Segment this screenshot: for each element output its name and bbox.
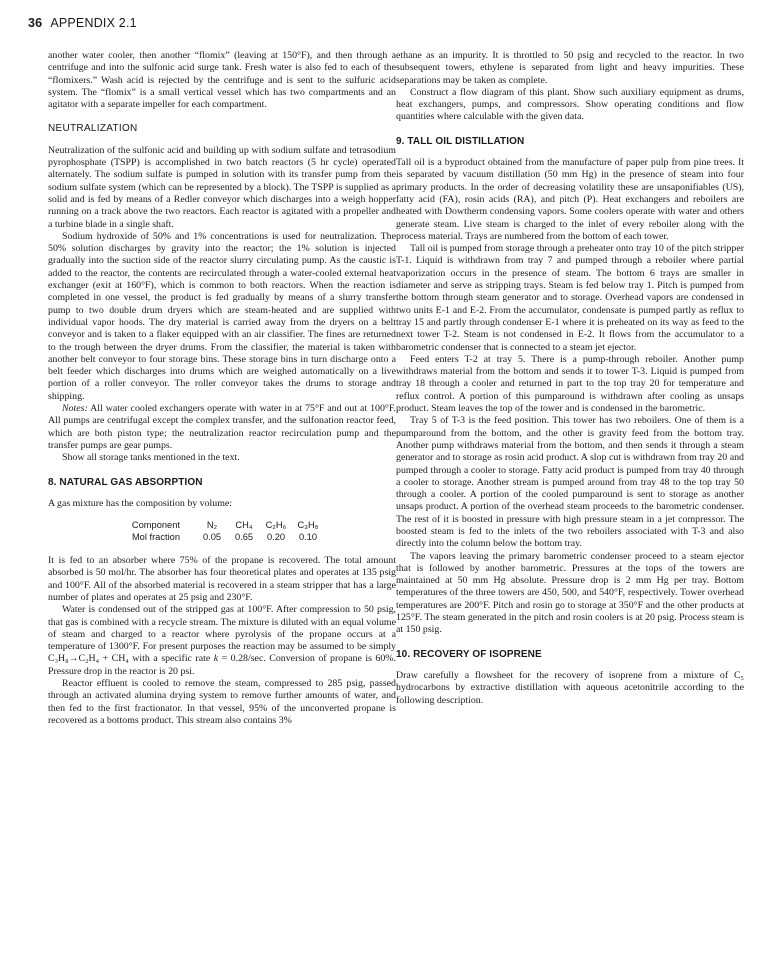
- composition-table: [48, 520, 396, 543]
- table-cell: 0.20: [266, 531, 286, 542]
- left-column: [48, 50, 396, 727]
- section-heading-neutralization: NEUTRALIZATION: [48, 123, 138, 135]
- table-row: [48, 532, 396, 544]
- paragraph-absorber-2: [48, 604, 396, 678]
- table-row: [48, 520, 396, 532]
- row-label: Component: [131, 520, 180, 531]
- table-cell: 0.10: [298, 531, 318, 542]
- row-label: Mol fraction: [131, 531, 180, 542]
- paragraph-absorber-3: Reactor effluent is cooled to remove the steam, compressed to 285 psig, passed through an activated alumina drying system to remove further amounts of water, and then fed to the first fractionator. In that vessel, 95% of the unconverted propane is recovered as a bottoms product. This stream also contains 3%: [48, 678, 396, 726]
- text-run: = 0.28/sec. Conversion of propane is 60%. Pressure drop in the reactor is 20 psi.: [48, 653, 396, 677]
- text-run: Water is condensed out of the stripped gas at 100°F. After compression to 50 psig, that gas is combined with a recycle stream. The mixture is diluted with an equal volume of steam and charged to a reactor where pyrolysis of the propane occurs at a temperature of 1300°F. For present purposes the reaction may be assumed to be simply C₃H₈→C₂H₄ + CH₄ with a specific rate: [48, 604, 396, 665]
- paragraph-tall-oil-4: Tray 5 of T-3 is the feed position. This tower has two reboilers. One of them is a pumparound from the bottom, and the other is gravity feed from the bottom tray. Another pump withdraws material from the bottom, and then sends it through a steam generator and to storage as rosin acid product. A slop cut is withdrawn from tray 20 and pumped through a cooler to storage. Fatty acid product is pumped from tray 40 through a cooler to storage. Another stream is pumped around from tray 48 to the top tray 50 through a cooler. A portion of the cooled pumparound is sent to storage as another unsaps product. A portion of the overhead steam proceeds to the barometric condenser. The rest of it is boosted in pressure with high pressure steam in a jet compressor. The boosted steam is fed to the inlets of the two reboilers associated with T-3 and also directly into the column below the bottom tray.: [396, 415, 744, 550]
- paragraph-tall-oil-3: Feed enters T-2 at tray 5. There is a pump-through reboiler. Another pump withdraws material from the bottom and sends it to tower T-3. Liquid is pumped from tray 18 through a cooler and returned in part to the top tray 20 for temperature and reflux control. A portion of this pumparound is withdrawn after cooling as unsaps product. Steam leaves the top of the tower and is condensed in the barometric.: [396, 353, 744, 415]
- paragraph-show-tanks: Show all storage tanks mentioned in the text.: [62, 452, 240, 464]
- paragraph-isoprene: Draw carefully a flowsheet for the recovery of isoprene from a mixture of C₅ hydrocarbons by extractive distillation with aqueous acetonitrile according to the following description.: [396, 669, 744, 706]
- paragraph-notes: [48, 403, 396, 452]
- page-number: 36: [28, 16, 43, 30]
- rate-symbol: k: [213, 653, 219, 665]
- right-column: [396, 50, 744, 707]
- table-cell: C₂H₆: [265, 520, 287, 531]
- section-heading-tall-oil: 9. TALL OIL DISTILLATION: [396, 135, 525, 147]
- paragraph-gas-mixture: A gas mixture has the composition by volume:: [48, 497, 233, 509]
- paragraph-absorber-1: It is fed to an absorber where 75% of the propane is recovered. The total amount absorbed is 50 mol/hr. The absorber has four theoretical plates and operates at 135 psig and 100°F. All of the absorbed material is recovered in a steam stripper that has a large number of plates and operates at 25 psig and 230°F.: [48, 555, 396, 603]
- paragraph-tall-oil-2: Tall oil is pumped from storage through a preheater onto tray 10 of the pitch stripper T-1. Liquid is withdrawn from tray 7 and pumped through a reboiler where partial vaporization occurs in the presence of steam. The bottom 6 trays are smaller in diameter and serve as stripping trays. Steam is fed below tray 1. Pitch is pumped from the bottom through steam generator and to storage. Overhead vapors are condensed in two units E-1 and E-2. From the accumulator, condensate is pumped partly as reflux to tray 15 and partly through condenser E-1 where it is preheated on its way as feed to the next tower T-2. Steam is not condensed in E-2. It flows from the accumulator to a barometric condenser that is connected to a steam jet ejector.: [396, 243, 744, 353]
- paragraph-intro: another water cooler, then another “flomix” (leaving at 150°F), and then through a centrifuge and into the sulfonic acid surge tank. Fresh water is also fed to each of the “flomixers.” Wash acid is rejected by the centrifuge and is sent to the sulfuric acid system. The “flomix” is a small vertical vessel which has two compartments and an agitator with a separate impeller for each compartment.: [48, 50, 396, 111]
- paragraph-neutralization-2: Sodium hydroxide of 50% and 1% concentrations is used for neutralization. The 50% solution discharges by gravity into the reactor; the 1% solution is injected gradually into the suction side of the reactor slurry circulating pump. As the caustic is added to the reactor, the contents are recirculated through a water-cooled external heat exchanger (exit at 160°F), which is common to both reactors. When the reaction is completed in one vessel, the product is fed gradually by means of a slurry transfer pump to two double drum dryers which are steam-heated and are supplied with individual vapor hoods. The dry material is carried away from the dryers on a belt conveyor and is taken to a flaker equipped with an air classifier. The fines are returned to the trough between the dryer drums. From the classifier, the material is taken with another belt conveyor to four storage bins. These storage bins in turn discharge onto a belt feeder which discharges into drums which are weighed automatically on a live portion of a roller conveyor. The roller conveyor takes the drums to storage and shipping.: [48, 230, 396, 402]
- page-header: [28, 16, 137, 30]
- section-heading-natural-gas: 8. NATURAL GAS ABSORPTION: [48, 476, 203, 488]
- table-cell: 0.65: [234, 531, 254, 542]
- paragraph-neutralization-1: Neutralization of the sulfonic acid and building up with sodium sulfate and tetrasodium pyrophosphate (TSPP) is accomplished in two batch reactors (5 hr cycle) operated alternately. The sodium sulfate is pumped in solution with its transfer pump from the sodium sulfate system (which can be represented by a block). The TSPP is supplied as a solid and is fed by means of a Redler conveyor which discharges into a weigh hopper running on a track above the two reactors. Each reactor is agitated with a propeller and a turbine blade in a single shaft.: [48, 144, 396, 230]
- table-cell: C₃H₈: [297, 520, 319, 531]
- paragraph-continued: ethane as an impurity. It is throttled to 50 psig and recycled to the reactor. In two subsequent towers, ethylene is separated from light and heavy impurities. These separations may be taken as complete.: [396, 50, 744, 86]
- section-heading-isoprene: 10. RECOVERY OF ISOPRENE: [396, 648, 542, 660]
- paragraph-construct: Construct a flow diagram of this plant. Show such auxiliary equipment as drums, heat exchangers, pumps, and compressors. Show operating conditions and flow quantities where calculable with the given data.: [396, 86, 744, 123]
- notes-text: All water cooled exchangers operate with water in at 75°F and out at 100°F. All pumps are centrifugal except the complex transfer, and the sulfonation reactor feed, which are both piston type; the neutralization reactor recirculation pump and the transfer pumps are gear pumps.: [48, 403, 396, 451]
- paragraph-tall-oil-5: The vapors leaving the primary barometric condenser proceed to a steam ejector that is followed by another barometric. Pressures at the tops of the towers are maintained at 50 mm Hg absolute. Pressure drop is 2 mm Hg per tray. Bottom temperatures of the three towers are 450, 500, and 540°F, respectively. Tower overhead temperatures are 200°F. Pitch and rosin go to storage at 350°F and the other products at 125°F. The steam generated in the pitch and rosin coolers is at 20 psig. Process steam is at 150 psig.: [396, 550, 744, 636]
- table-cell: 0.05: [202, 531, 222, 542]
- table-cell: CH₄: [235, 520, 253, 531]
- header-title: APPENDIX 2.1: [50, 16, 137, 30]
- table-cell: N₂: [206, 520, 218, 531]
- notes-label: Notes:: [62, 403, 88, 415]
- paragraph-tall-oil-1: Tall oil is a byproduct obtained from the manufacture of paper pulp from pine trees. It is separated by vacuum distillation (50 mm Hg) in the presence of steam into four primary products. In the order of decreasing volatility these are unsaponifiables (US), fatty acid (FA), rosin acids (RA), and pitch (P). Heat exchangers and reboilers are heated with Dowtherm condensing vapors. Some coolers operate with water and others generate steam. Live steam is charged to the inlet of every reboiler along with the process material. Trays are numbered from the bottom of each tower.: [396, 157, 744, 242]
